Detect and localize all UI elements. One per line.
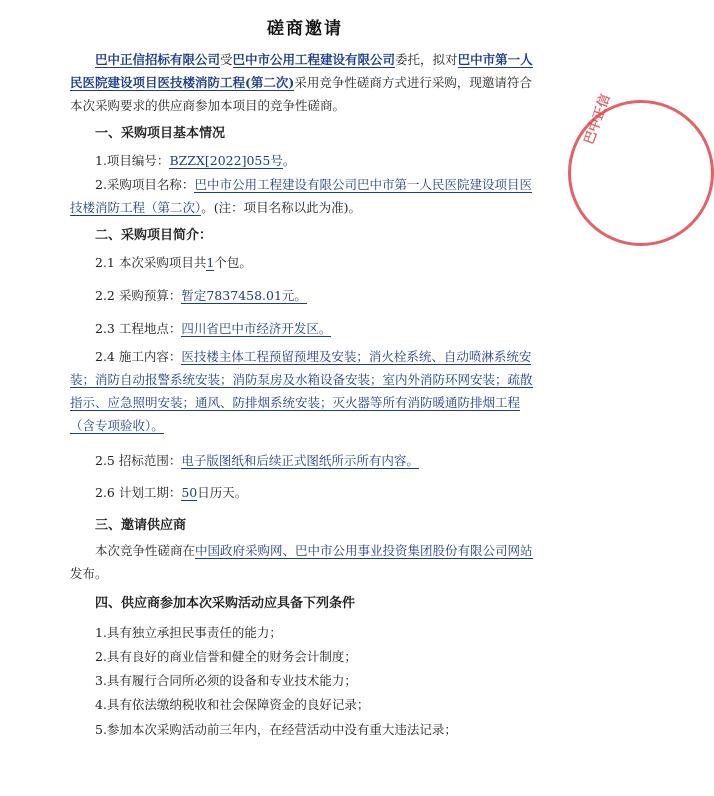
project-number-label: 1.项目编号： bbox=[95, 153, 170, 168]
location-label: 2.3 工程地点： bbox=[95, 321, 182, 336]
bid-range-line bbox=[70, 449, 540, 472]
duration-line bbox=[70, 481, 540, 504]
project-title-line bbox=[70, 173, 540, 219]
scope-of-work bbox=[70, 345, 540, 437]
scope-of-work-label: 2.4 施工内容： bbox=[95, 349, 182, 364]
project-name: 巴中市第一人民医院建设项目医技楼消防工程(第二次) bbox=[70, 52, 533, 90]
condition-item-5: 5.参加本次采购活动前三年内，在经营活动中没有重大违法记录； bbox=[95, 722, 457, 737]
package-count-label: 2.1 本次采购项目共 bbox=[95, 255, 207, 270]
publish-text-1: 本次竞争性磋商在 bbox=[95, 543, 196, 558]
condition-item-3: 3.具有履行合同所必须的设备和专业技术能力； bbox=[95, 673, 357, 688]
agency-name: 巴中正信招标有限公司 bbox=[95, 52, 221, 67]
publish-paragraph bbox=[70, 539, 540, 585]
intro-paragraph bbox=[70, 48, 540, 117]
condition-item-2: 2.具有良好的商业信誉和健全的财务会计制度； bbox=[95, 649, 357, 664]
section1-heading: 一、采购项目基本情况 bbox=[95, 126, 226, 141]
intro-text-2: 委托，拟对 bbox=[395, 52, 458, 67]
client-name: 巴中市公用工程建设有限公司 bbox=[232, 52, 396, 67]
publish-text-2: 发布。 bbox=[70, 566, 108, 581]
location-line bbox=[70, 317, 540, 340]
bid-range-value: 电子版图纸和后续正式图纸所示所有内容。 bbox=[181, 453, 419, 468]
publish-sites: 中国政府采购网、巴中市公用事业投资集团股份有限公司网站 bbox=[195, 543, 533, 558]
budget-label: 2.2 采购预算： bbox=[95, 288, 182, 303]
condition-item-4: 4.具有依法缴纳税收和社会保障资金的良好记录； bbox=[95, 697, 370, 712]
section3-heading: 三、邀请供应商 bbox=[95, 518, 187, 533]
package-count-unit: 个包。 bbox=[214, 255, 252, 270]
duration-label: 2.6 计划工期： bbox=[95, 485, 182, 500]
seal-stamp-text: 巴中正信 bbox=[581, 92, 614, 147]
budget-value: 暂定7837458.01元。 bbox=[181, 288, 307, 303]
duration-value: 50 bbox=[181, 485, 198, 500]
page-title: 磋商邀请 bbox=[267, 19, 343, 39]
project-title: 巴中市公用工程建设有限公司巴中市第一人民医院建设项目医技楼消防工程（第二次） bbox=[70, 177, 532, 215]
section4-heading: 四、供应商参加本次采购活动应具备下列条件 bbox=[95, 596, 356, 611]
package-count-line bbox=[70, 251, 540, 274]
intro-text-3: 采用竞争性磋商方式进行采购，现邀请符合本次采购要求的供应商参加本项目的竞争性磋商。 bbox=[70, 75, 532, 113]
condition-item-1: 1.具有独立承担民事责任的能力； bbox=[95, 625, 282, 640]
project-number-end: 。 bbox=[282, 153, 296, 168]
bid-range-label: 2.5 招标范围： bbox=[95, 453, 182, 468]
budget-line bbox=[70, 284, 540, 307]
section2-heading: 二、采购项目简介： bbox=[95, 228, 213, 243]
duration-unit: 日历天。 bbox=[197, 485, 248, 500]
location-value: 四川省巴中市经济开发区。 bbox=[181, 321, 332, 336]
package-count: 1 bbox=[206, 255, 215, 270]
project-title-label: 2.采购项目名称： bbox=[95, 177, 195, 192]
scope-of-work-value: 医技楼主体工程预留预埋及安装；消火栓系统、自动喷淋系统安装；消防自动报警系统安装；消防泵房及水箱设备安装；室内外消防环网安装；疏散指示、应急照明安装；通风、防排烟系统安装；灭火器等所有消防暖通防排烟工程（含专项验收）。 bbox=[70, 349, 533, 433]
project-number-line bbox=[70, 149, 540, 172]
project-number: BZZX[2022]055号 bbox=[169, 153, 283, 168]
intro-text-1: 受 bbox=[220, 52, 233, 67]
project-title-note: 。(注：项目名称以此为准)。 bbox=[201, 200, 362, 215]
